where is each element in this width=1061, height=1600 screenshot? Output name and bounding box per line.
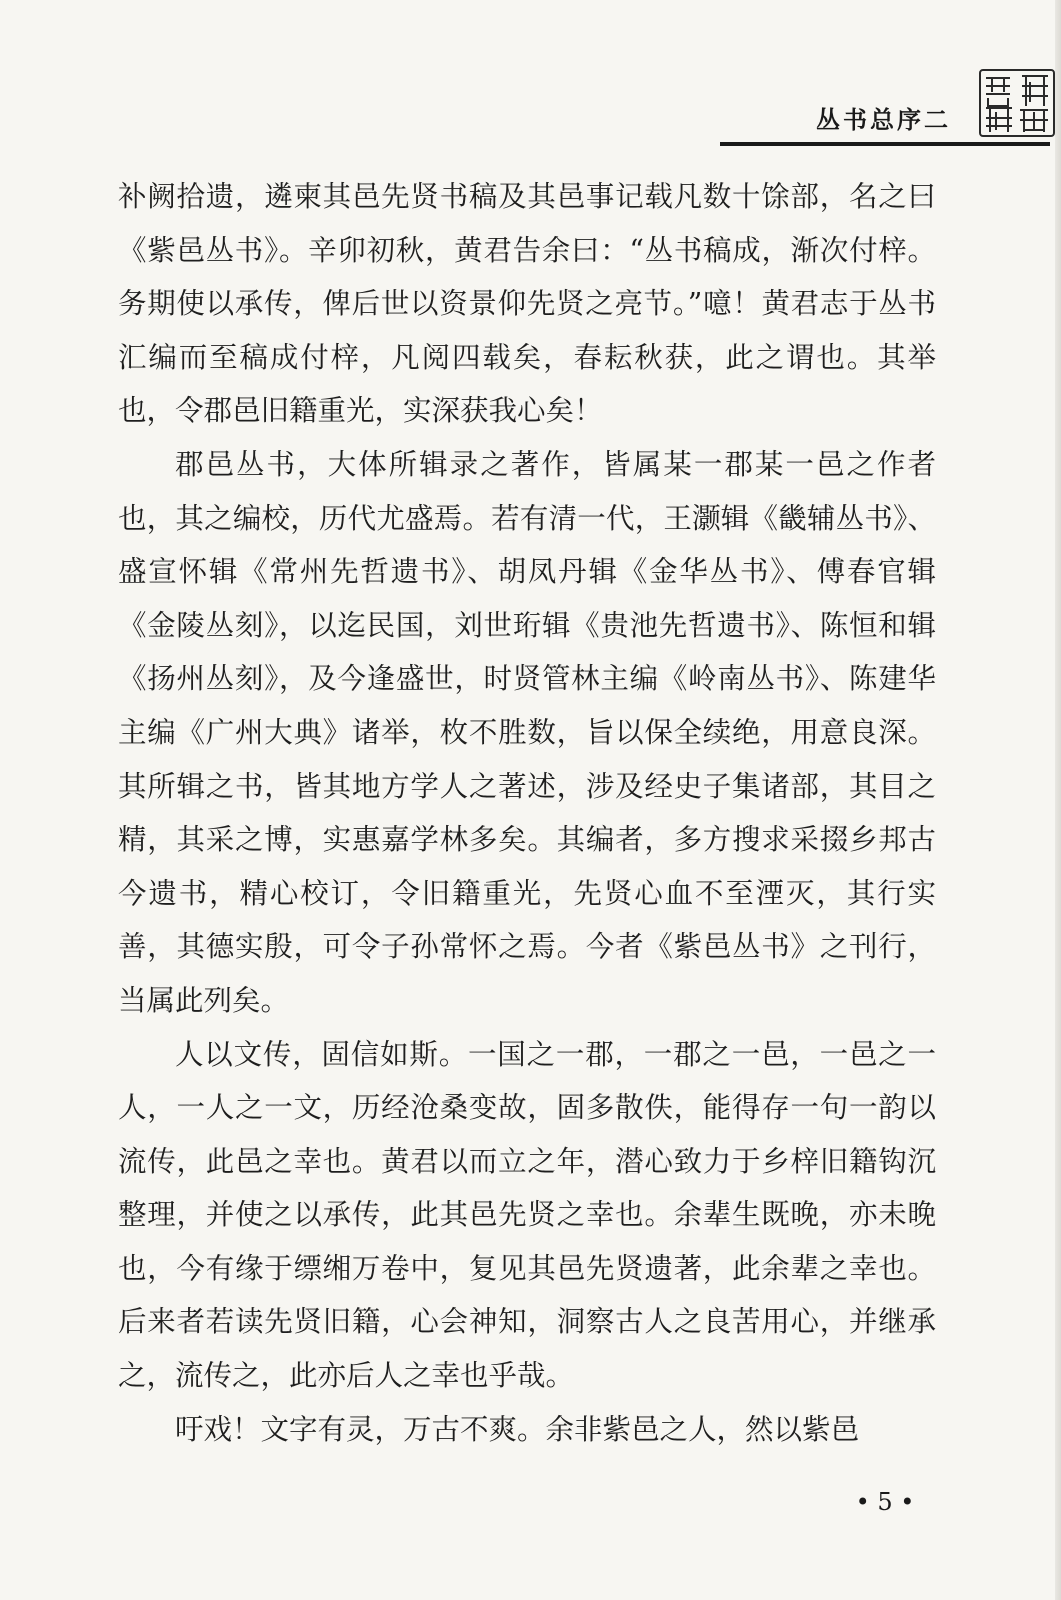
header-rule [720, 142, 1050, 146]
running-head: 丛书总序二 [816, 106, 951, 134]
main-text [118, 170, 936, 1456]
paragraph-1: 补阙拾遗，遴柬其邑先贤书稿及其邑事记载凡数十馀部，名之曰《紫邑丛书》。辛卯初秋，黄君告余曰：“丛书稿成，渐次付梓。务期使以承传，俾后世以资景仰先贤之亮节。”噫！黄君志于丛书汇编而至稿成付梓，凡阅四载矣，春耘秋获，此之谓也。其举也，令郡邑旧籍重光，实深获我心矣！ [118, 180, 936, 428]
seal-stamp-icon [978, 68, 1056, 138]
page-edge [1055, 0, 1061, 1600]
page-number: • 5 • [855, 1488, 915, 1516]
paragraph-4: 吁戏！文字有灵，万古不爽。余非紫邑之人，然以紫邑 [175, 1412, 860, 1446]
paragraph-3: 人以文传，固信如斯。一国之一郡，一郡之一邑，一邑之一人，一人之一文，历经沧桑变故，固多散佚，能得存一句一韵以流传，此邑之幸也。黄君以而立之年，潜心致力于乡梓旧籍钩沉整理，并使之以承传，此其邑先贤之幸也。余辈生既晚，亦未晚也，今有缘于缥缃万卷中，复见其邑先贤遗著，此余辈之幸也。后来者若读先贤旧籍，心会神知，洞察古人之良苦用心，并继承之，流传之，此亦后人之幸也乎哉。 [118, 1037, 936, 1393]
page-header [0, 0, 1061, 160]
paragraph-2: 郡邑丛书，大体所辑录之著作，皆属某一郡某一邑之作者也，其之编校，历代尤盛焉。若有清一代，王灏辑《畿辅丛书》、盛宣怀辑《常州先哲遗书》、胡凤丹辑《金华丛书》、傅春官辑《金陵丛刻》，以迄民国，刘世珩辑《贵池先哲遗书》、陈恒和辑《扬州丛刻》，及今逢盛世，时贤管林主编《岭南丛书》、陈建华主编《广州大典》诸举，枚不胜数，旨以保全续绝，用意良深。其所辑之书，皆其地方学人之著述，涉及经史子集诸部，其目之精，其采之博，实惠嘉学林多矣。其编者，多方搜求采掇乡邦古今遗书，精心校订，令旧籍重光，先贤心血不至湮灭，其行实善，其德实殷，可令子孙常怀之焉。今者《紫邑丛书》之刊行，当属此列矣。 [118, 447, 936, 1017]
